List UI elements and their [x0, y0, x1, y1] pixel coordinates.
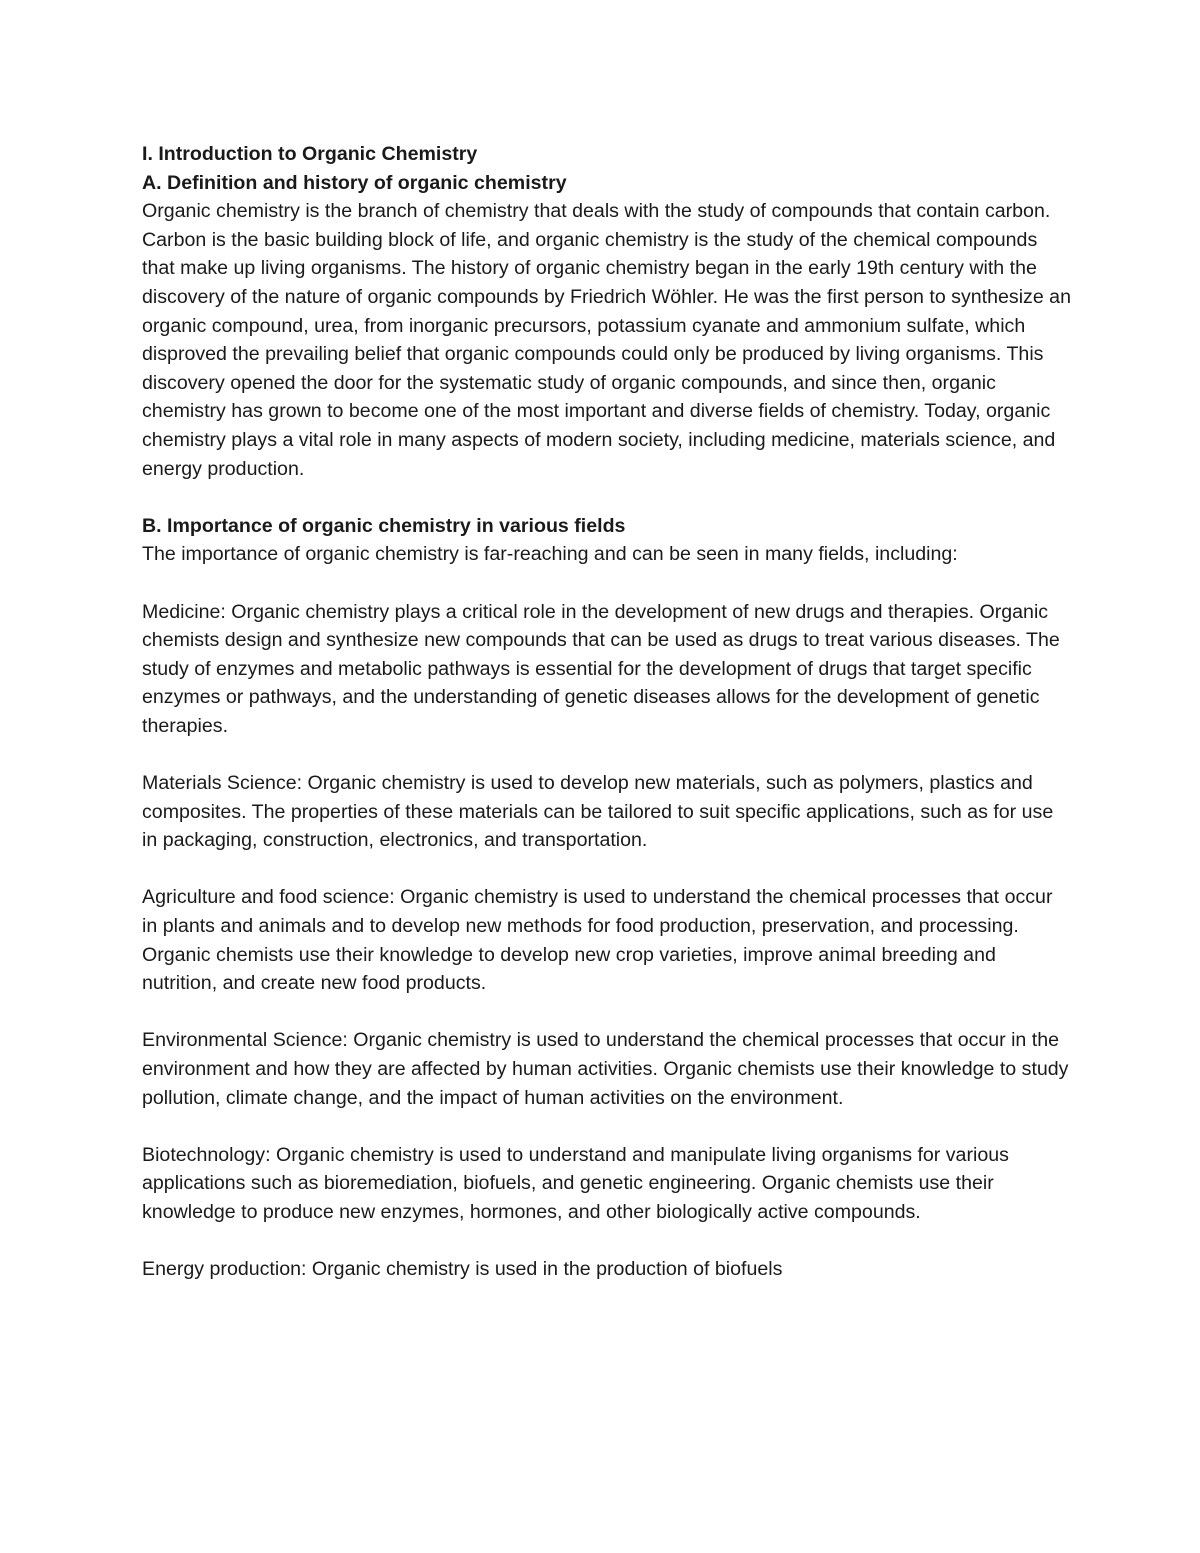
section-a-heading: A. Definition and history of organic chemistry — [142, 171, 567, 194]
field-paragraph-biotechnology: Biotechnology: Organic chemistry is used to understand and manipulate living organisms for various applications such as bioremediation, biofuels, and genetic engineering. Organic chemists use their knowledge to produce new enzymes, hormones, and other biologically active compounds. — [142, 1143, 1009, 1223]
main-heading: I. Introduction to Organic Chemistry — [142, 143, 478, 165]
paragraph-spacer — [142, 569, 1072, 598]
field-paragraph-environmental-science: Environmental Science: Organic chemistry is used to understand the chemical processes that occur in the environment and how they are affected by human activities. Organic chemists use their knowledge to study pollution, climate change, and the impact of human activities on the environment. — [142, 1029, 1069, 1109]
field-paragraph-agriculture: Agriculture and food science: Organic chemistry is used to understand the chemical processes that occur in plants and animals and to develop new methods for food production, preservation, and processing. Organic chemists use their knowledge to develop new crop varieties, improve animal breeding and nutrition, and create new food products. — [142, 886, 1053, 995]
paragraph-spacer — [142, 1112, 1072, 1141]
paragraph-spacer — [142, 740, 1072, 769]
field-paragraph-medicine: Medicine: Organic chemistry plays a critical role in the development of new drugs and therapies. Organic chemists design and synthesize new compounds that can be used as drugs to treat various diseases. The study of enzymes and metabolic pathways is essential for the development of drugs that target specific enzymes or pathways, and the understanding of genetic diseases allows for the development of genetic therapies. — [142, 600, 1060, 737]
section-b-intro: The importance of organic chemistry is far-reaching and can be seen in many fields, including: — [142, 543, 958, 566]
paragraph-spacer — [142, 855, 1072, 884]
paragraph-spacer — [142, 1227, 1072, 1256]
paragraph-spacer — [142, 998, 1072, 1027]
section-a-paragraph: Organic chemistry is the branch of chemistry that deals with the study of compounds that contain carbon. Carbon is the basic building block of life, and organic chemistry is the study of the chemical compounds that make up living organisms. The history of organic chemistry began in the early 19th century with the discovery of the nature of organic compounds by Friedrich Wöhler. He was the first person to synthesize an organic compound, urea, from inorganic precursors, potassium cyanate and ammonium sulfate, which disproved the prevailing belief that organic compounds could only be produced by living organisms. This discovery opened the door for the systematic study of organic compounds, and since then, organic chemistry has grown to become one of the most important and diverse fields of chemistry. Today, organic chemistry plays a vital role in many aspects of modern society, including medicine, materials science, and energy production. — [142, 200, 1071, 480]
section-b-heading: B. Importance of organic chemistry in various fields — [142, 514, 626, 537]
paragraph-spacer — [142, 483, 1072, 512]
field-paragraph-materials-science: Materials Science: Organic chemistry is used to develop new materials, such as polymers, plastics and composites. The properties of these materials can be tailored to suit specific applications, such as for use in packaging, construction, electronics, and transportation. — [142, 772, 1054, 852]
document-body — [142, 140, 1072, 1284]
field-paragraph-energy-production: Energy production: Organic chemistry is used in the production of biofuels — [142, 1258, 783, 1281]
